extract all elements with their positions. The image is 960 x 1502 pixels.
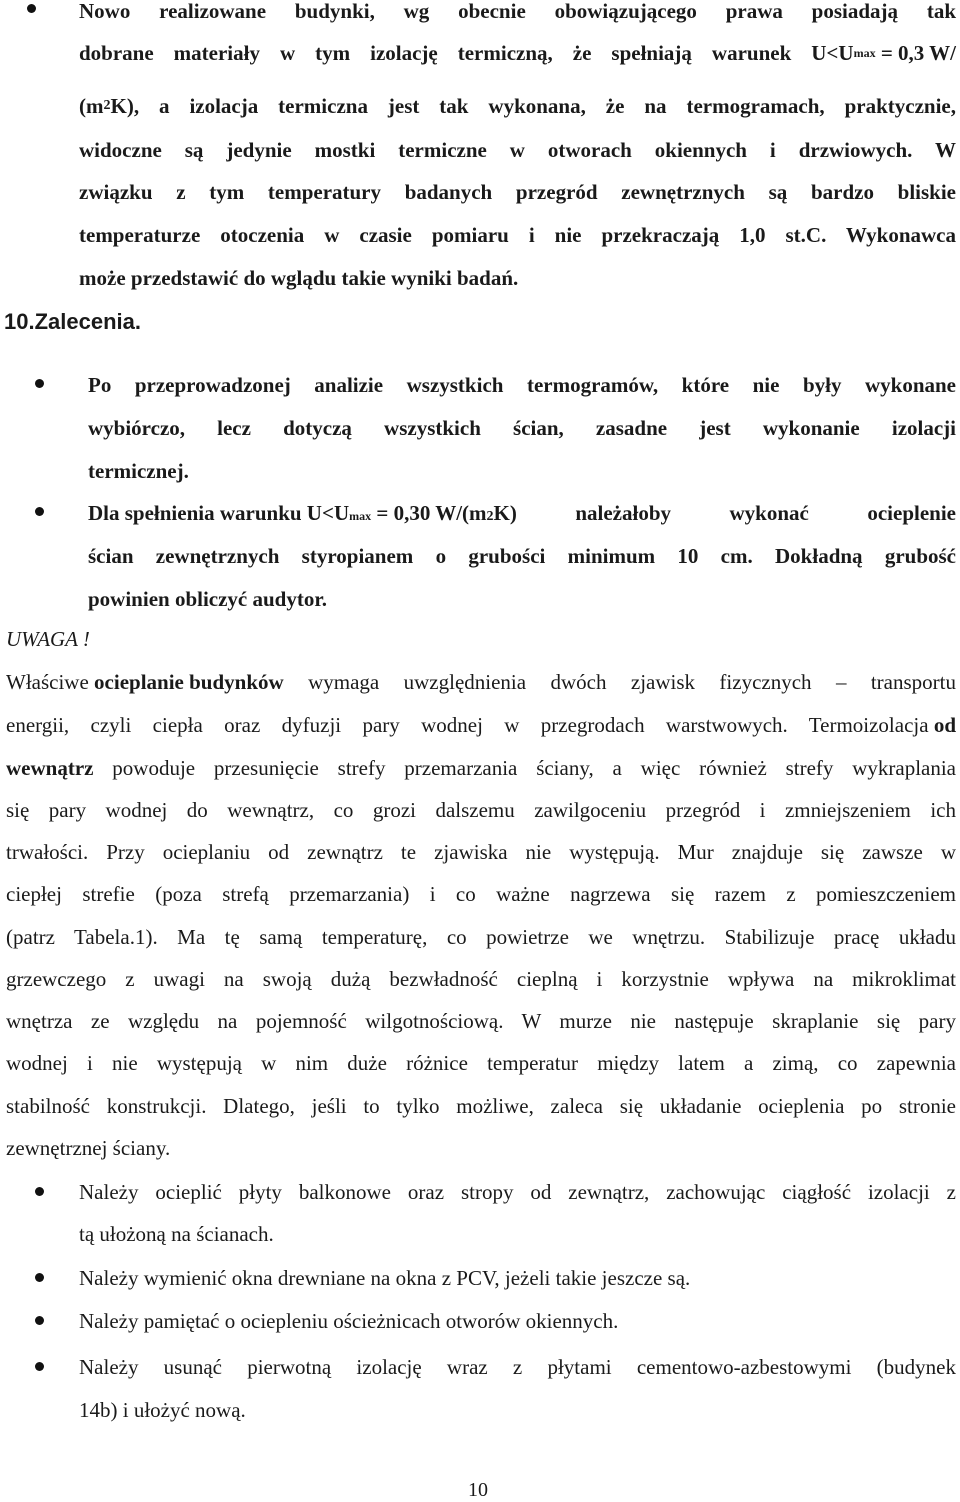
paragraph-line: grzewczego z uwagi na swoją dużą bezwładność cieplną i korzystnie wpływa na mikroklimat	[6, 967, 956, 991]
section1-line	[79, 41, 956, 65]
bold-phrase: ocieplanie budynków	[94, 670, 284, 694]
paragraph-line: (patrz Tabela.1). Ma tę samą temperaturę, co powietrze we wnętrzu. Stabilizuje pracę układu	[6, 925, 956, 949]
paragraph-line: ciepłej strefie (poza strefą przemarzania) i co ważne nagrzewa się razem z pomieszczeniem	[6, 882, 956, 906]
section1-line	[79, 94, 956, 118]
bullet-point	[35, 1362, 44, 1371]
recommendation-line	[88, 501, 956, 529]
text-segment: wymaga uwzględnienia dwóch zjawisk fizycznych – transportu	[283, 670, 956, 694]
bullet-point	[27, 4, 36, 13]
list-item: Należy wymienić okna drewniane na okna z PCV, jeżeli takie jeszcze są.	[79, 1266, 691, 1290]
paragraph-line	[6, 713, 956, 737]
paragraph-line	[6, 756, 956, 780]
paragraph-line: zewnętrznej ściany.	[6, 1136, 171, 1160]
bullet-point	[35, 379, 44, 388]
subscript: max	[853, 46, 876, 60]
recommendation-line: Po przeprowadzonej analizie wszystkich termogramów, które nie były wykonane	[88, 373, 956, 397]
paragraph-line: wnętrza ze względu na pojemność wilgotnościową. W murze nie następuje skraplanie się pary	[6, 1009, 956, 1033]
text-segment: K) należałoby wykonać ocieplenie	[493, 501, 956, 525]
text-segment: powoduje przesunięcie strefy przemarzania ściany, a więc również strefy wykraplania	[93, 756, 956, 780]
text-segment: = 0,30 W/(m	[371, 501, 487, 525]
bold-phrase: wewnątrz	[6, 756, 94, 780]
section1-line: Nowo realizowane budynki, wg obecnie obowiązującego prawa posiadają tak	[79, 0, 956, 23]
list-item: Należy pamiętać o ociepleniu ościeżnicach otworów okiennych.	[79, 1309, 619, 1333]
list-item: 14b) i ułożyć nową.	[79, 1398, 246, 1422]
section1-line: związku z tym temperatury badanych przegród zewnętrznych są bardzo bliskie	[79, 180, 956, 204]
section1-line: może przedstawić do wglądu takie wyniki badań.	[79, 266, 519, 290]
section-heading: 10.Zalecenia.	[4, 309, 141, 334]
page-number: 10	[468, 1479, 488, 1501]
paragraph-line: stabilność konstrukcji. Dlatego, jeśli to tylko możliwe, zaleca się układanie ocieplenia po stronie	[6, 1094, 956, 1118]
recommendation-line: ścian zewnętrznych styropianem o grubości minimum 10 cm. Dokładną grubość	[88, 544, 956, 568]
paragraph-line	[6, 670, 956, 694]
list-item: Należy ocieplić płyty balkonowe oraz stropy od zewnątrz, zachowując ciągłość izolacji z	[79, 1180, 956, 1204]
text-segment: dobrane materiały w tym izolację termiczną, że spełniają warunek U<U	[79, 41, 854, 65]
text-segment: = 0,3 W/	[875, 41, 956, 65]
superscript: 2	[486, 509, 494, 524]
text-segment: (m	[79, 94, 104, 118]
bullet-point	[35, 1187, 44, 1196]
paragraph-line: trwałości. Przy ocieplaniu od zewnątrz te zjawiska nie występują. Mur znajduje się zawsze w	[6, 840, 956, 864]
paragraph-line: wodnej i nie występują w nim duże różnice temperatur między latem a zimą, co zapewnia	[6, 1051, 956, 1075]
bullet-point	[35, 1316, 44, 1325]
section1-line: widoczne są jedynie mostki termiczne w otworach okiennych i drzwiowych. W	[79, 138, 956, 162]
text-segment: energii, czyli ciepła oraz dyfuzji pary wodnej w przegrodach warstwowych. Termoizolacja	[6, 713, 934, 737]
recommendation-line: wybiórczo, lecz dotyczą wszystkich ścian, zasadne jest wykonanie izolacji	[88, 416, 956, 440]
superscript: 2	[103, 98, 111, 113]
section1-line: temperaturze otoczenia w czasie pomiaru i nie przekraczają 1,0 st.C. Wykonawca	[79, 223, 956, 247]
bullet-point	[35, 507, 44, 516]
paragraph-line: się pary wodnej do wewnątrz, co grozi dalszemu zawilgoceniu przegród i zmniejszeniem ich	[6, 798, 956, 822]
recommendation-line: powinien obliczyć audytor.	[88, 587, 327, 611]
bullet-point	[35, 1273, 44, 1282]
bold-phrase: od	[933, 713, 956, 737]
text-segment: K), a izolacja termiczna jest tak wykonana, że na termogramach, praktycznie,	[110, 94, 956, 118]
text-segment: Właściwe	[6, 670, 95, 694]
subscript: max	[349, 509, 372, 523]
text-segment: Dla spełnienia warunku U<U	[88, 501, 350, 525]
list-item: Należy usunąć pierwotną izolację wraz z płytami cementowo-azbestowymi (budynek	[79, 1355, 956, 1379]
list-item: tą ułożoną na ścianach.	[79, 1222, 274, 1246]
warning-label: UWAGA !	[6, 627, 90, 651]
recommendation-line: termicznej.	[88, 459, 189, 483]
